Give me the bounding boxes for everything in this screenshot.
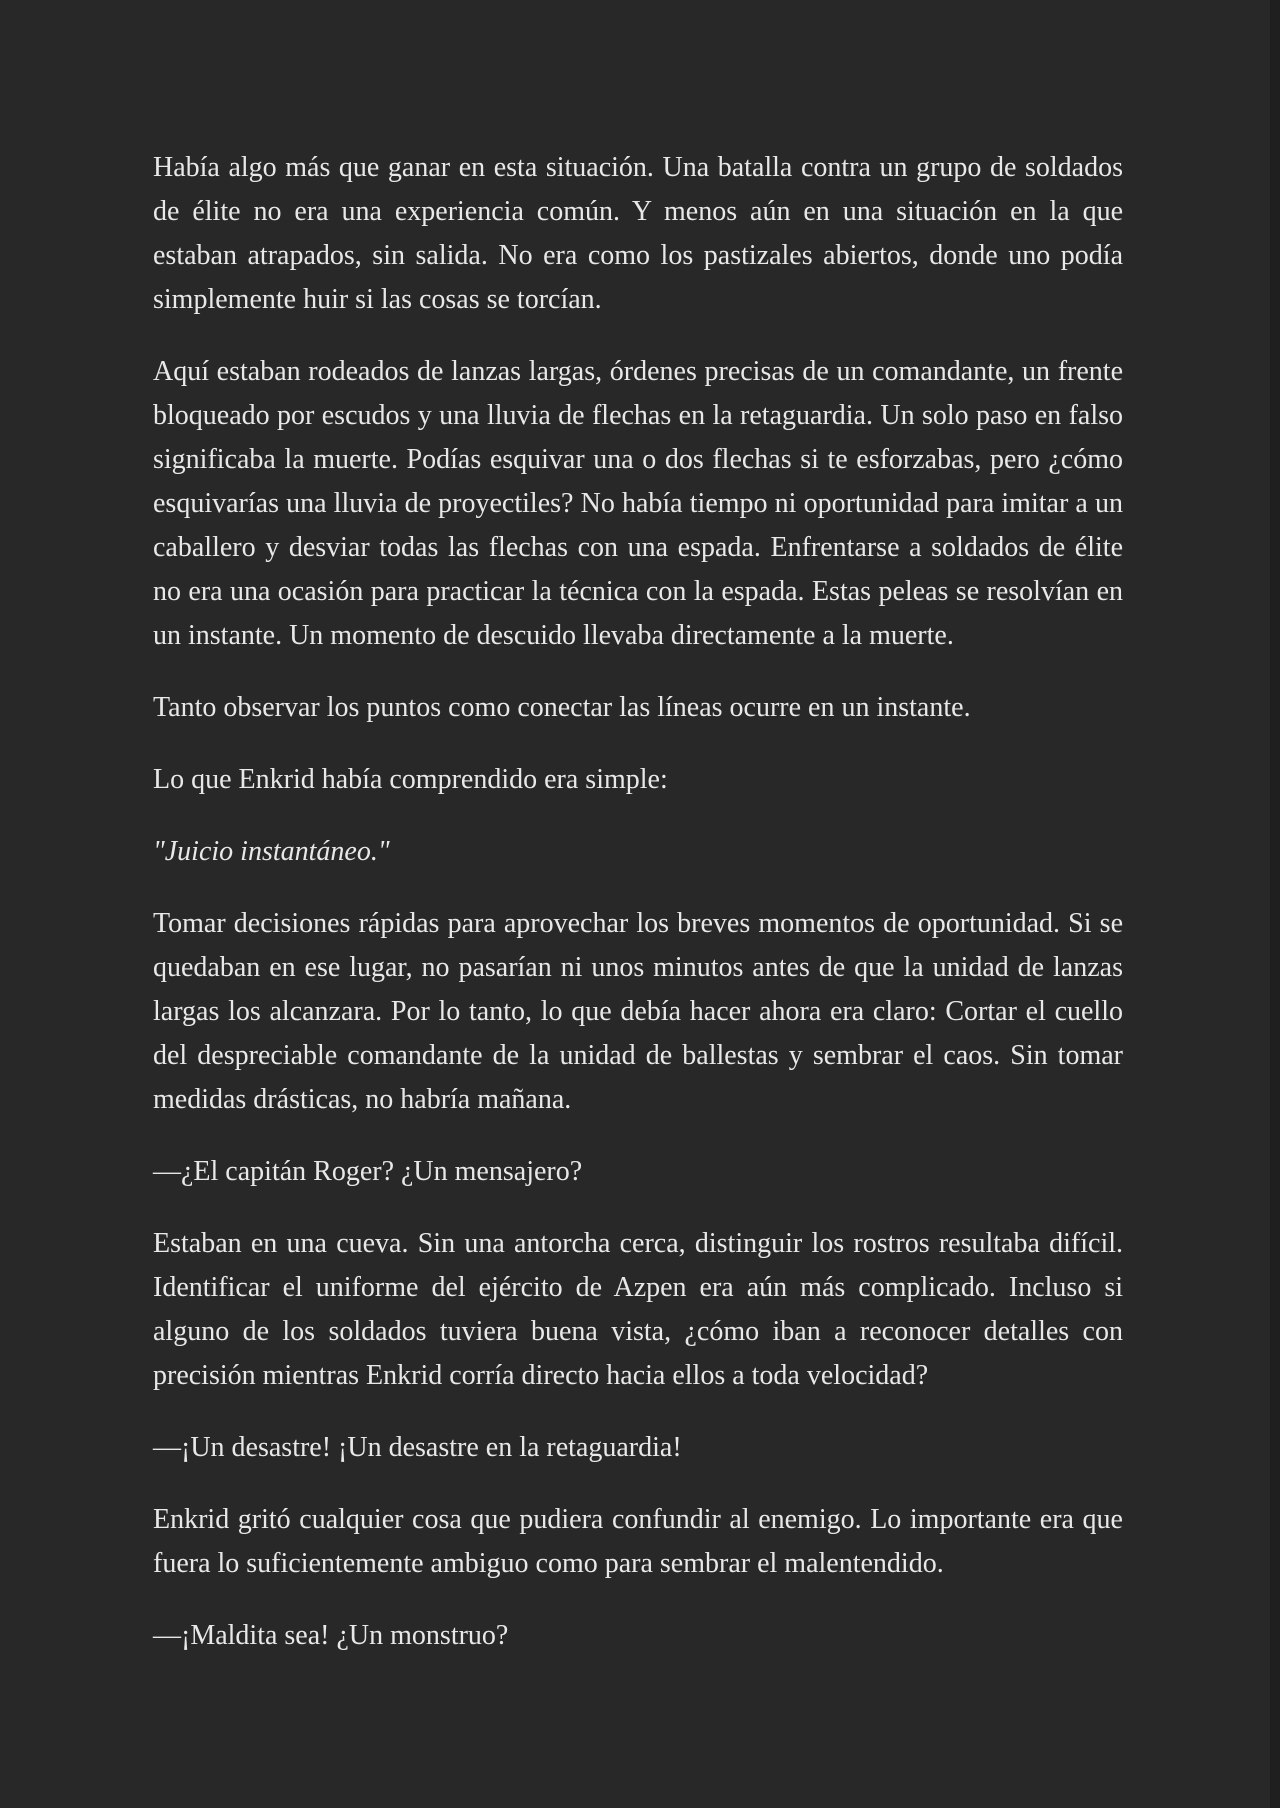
paragraph: Tomar decisiones rápidas para aprovechar los breves momentos de oportunidad. Si se quedaban en ese lugar, no pasarían ni unos minutos antes de que la unidad de lanzas largas los alcanzara. Por lo tanto, lo que debía hacer ahora era claro: Cortar el cuello del despreciable comandante de la unidad de ballestas y sembrar el caos. Sin tomar medidas drásticas, no habría mañana.	[153, 908, 1123, 1115]
reader-page	[153, 146, 1123, 1686]
paragraph: Aquí estaban rodeados de lanzas largas, órdenes precisas de un comandante, un frente bloqueado por escudos y una lluvia de flechas en la retaguardia. Un solo paso en falso significaba la muerte. Podías esquivar una o dos flechas si te esforzabas, pero ¿cómo esquivarías una lluvia de proyectiles? No había tiempo ni oportunidad para imitar a un caballero y desviar todas las flechas con una espada. Enfrentarse a soldados de élite no era una ocasión para practicar la técnica con la espada. Estas peleas se resolvían en un instante. Un momento de descuido llevaba directamente a la muerte.	[153, 356, 1123, 651]
paragraph-italic-quote: "Juicio instantáneo."	[153, 836, 390, 867]
paragraph: Estaban en una cueva. Sin una antorcha cerca, distinguir los rostros resultaba difícil. Identificar el uniforme del ejército de Azpen era aún más complicado. Incluso si alguno de los soldados tuviera buena vista, ¿cómo iban a reconocer detalles con precisión mientras Enkrid corría directo hacia ellos a toda velocidad?	[153, 1228, 1123, 1391]
paragraph: Tanto observar los puntos como conectar las líneas ocurre en un instante.	[153, 692, 971, 723]
paragraph-dialogue: —¿El capitán Roger? ¿Un mensajero?	[153, 1156, 583, 1187]
paragraph: Había algo más que ganar en esta situación. Una batalla contra un grupo de soldados de élite no era una experiencia común. Y menos aún en una situación en la que estaban atrapados, sin salida. No era como los pastizales abiertos, donde uno podía simplemente huir si las cosas se torcían.	[153, 152, 1123, 315]
paragraph-dialogue: —¡Un desastre! ¡Un desastre en la retaguardia!	[153, 1432, 682, 1463]
paragraph: Enkrid gritó cualquier cosa que pudiera confundir al enemigo. Lo importante era que fuera lo suficientemente ambiguo como para sembrar el malentendido.	[153, 1504, 1123, 1579]
paragraph: Lo que Enkrid había comprendido era simple:	[153, 764, 668, 795]
scrollbar-track[interactable]	[1270, 0, 1280, 1808]
paragraph-dialogue: —¡Maldita sea! ¿Un monstruo?	[153, 1620, 509, 1651]
